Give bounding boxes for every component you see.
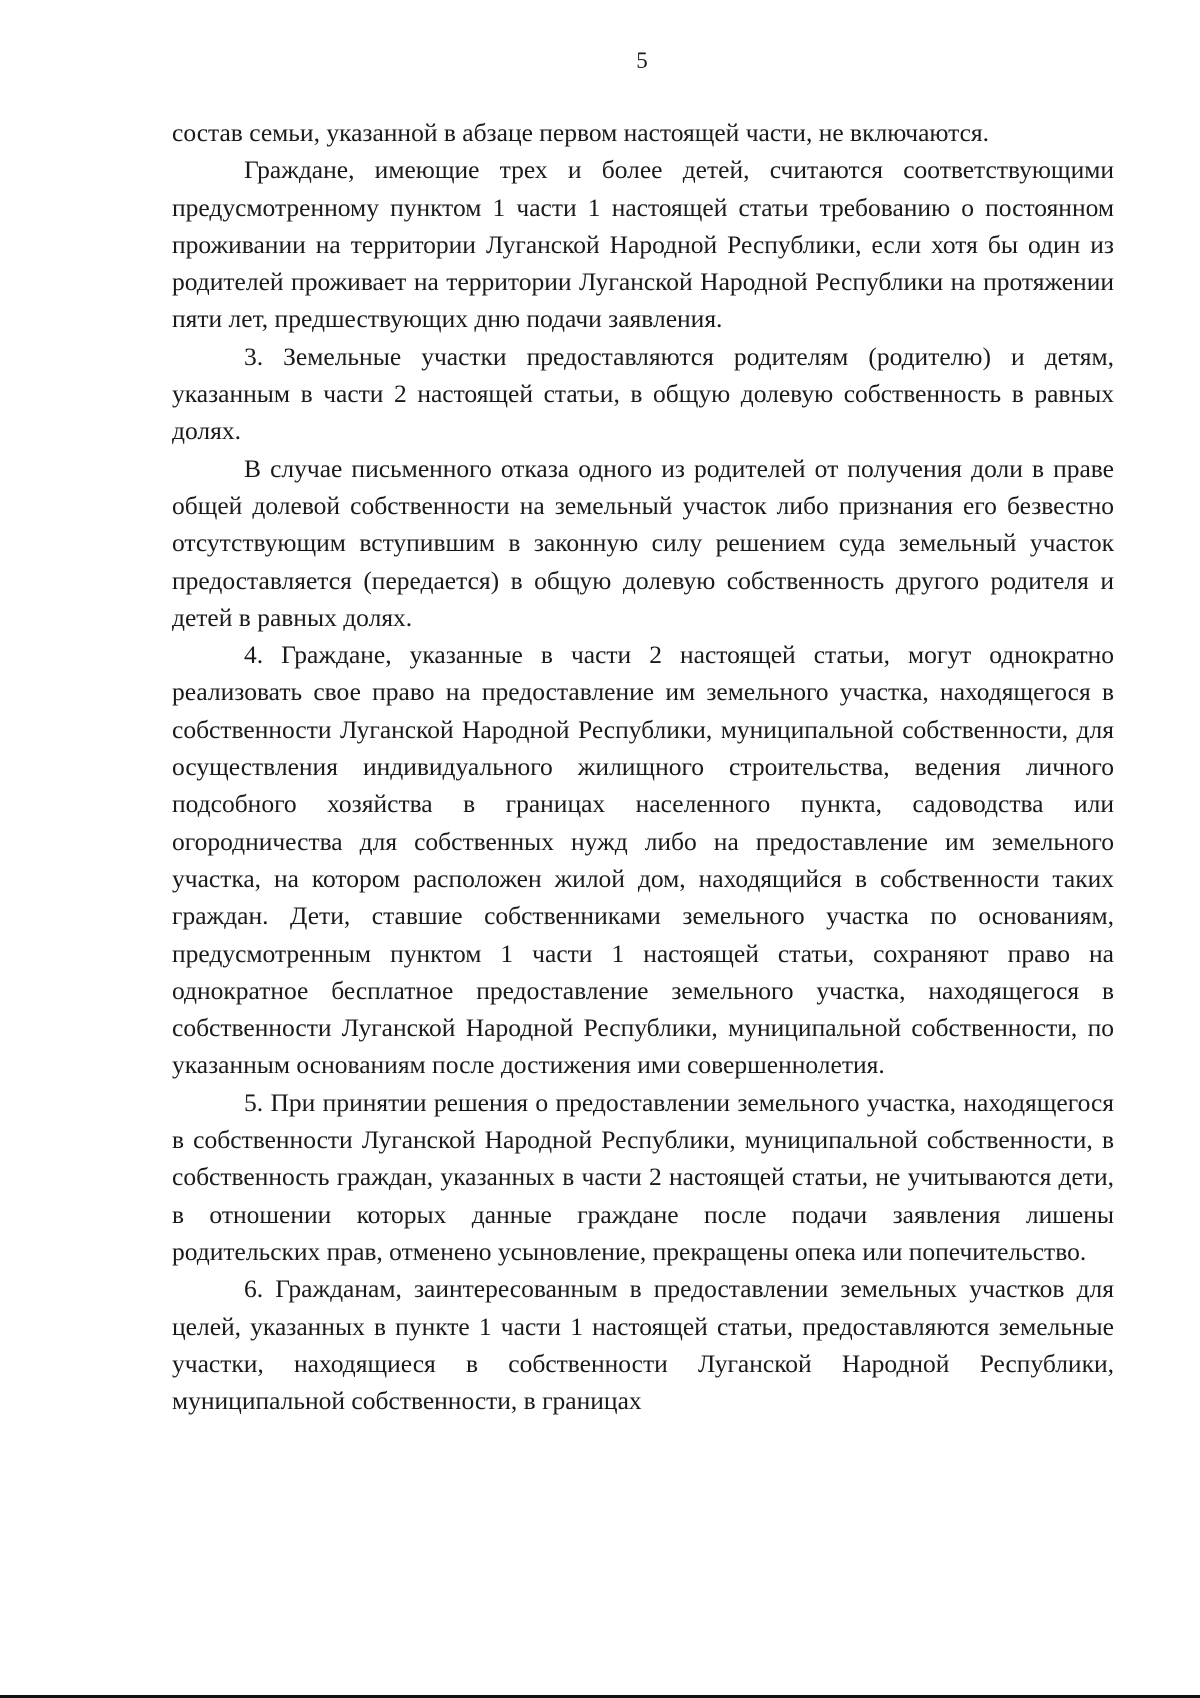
document-body xyxy=(172,114,1114,1419)
paragraph-parent-refusal: В случае письменного отказа одного из родителей от получения доли в праве общей долевой собственности на земельный участок либо признания его безвестно отсутствующим вступившим в законную силу решением суда земельный участок предоставляется (передается) в общую долевую собственность другого родителя и детей в равных долях. xyxy=(172,453,1114,632)
page-number: 5 xyxy=(636,48,648,73)
paragraph-residence-requirement: Граждане, имеющие трех и более детей, считаются соответствующими предусмотренному пунктом 1 части 1 настоящей статьи требованию о постоянном проживании на территории Луганской Народной Республики, если хотя бы один из родителей проживает на территории Луганской Народной Республики на протяжении пяти лет, предшествующих дню подачи заявления. xyxy=(172,155,1114,334)
paragraph-item-5: 5. При принятии решения о предоставлении земельного участка, находящегося в собственности Луганской Народной Республики, муниципальной собственности, в собственность граждан, указанных в части 2 настоящей статьи, не учитываются дети, в отношении которых данные граждане после подачи заявления лишены родительских прав, отменено усыновление, прекращены опека или попечительство. xyxy=(172,1087,1114,1266)
paragraph-item-6: 6. Гражданам, заинтересованным в предоставлении земельных участков для целей, указанных в пункте 1 части 1 настоящей статьи, предоставляются земельные участки, находящиеся в собственности Луганской Народной Республики, муниципальной собственности, в границах xyxy=(172,1274,1114,1416)
paragraph-continuation: состав семьи, указанной в абзаце первом настоящей части, не включаются. xyxy=(172,118,990,147)
paragraph-item-3: 3. Земельные участки предоставляются родителям (родителю) и детям, указанным в части 2 настоящей статьи, в общую долевую собственность в равных долях. xyxy=(172,341,1114,446)
paragraph-item-4: 4. Граждане, указанные в части 2 настоящей статьи, могут однократно реализовать свое право на предоставление им земельного участка, находящегося в собственности Луганской Народной Республики, муниципальной собственности, для осуществления индивидуального жилищного строительства, ведения личного подсобного хозяйства в границах населенного пункта, садоводства или огородничества для собственных нужд либо на предоставление им земельного участка, на котором расположен жилой дом, находящийся в собственности таких граждан. Дети, ставшие собственниками земельного участка по основаниям, предусмотренным пунктом 1 части 1 настоящей статьи, сохраняют право на однократное бесплатное предоставление земельного участка, находящегося в собственности Луганской Народной Республики, муниципальной собственности, по указанным основаниям после достижения ими совершеннолетия. xyxy=(172,640,1114,1080)
